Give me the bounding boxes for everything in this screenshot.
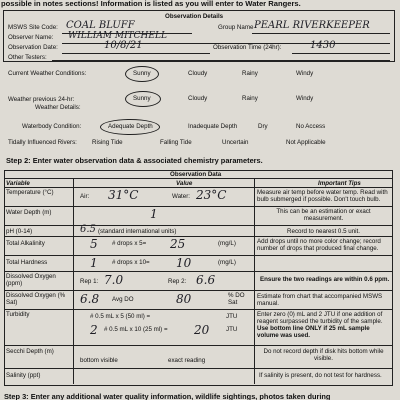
temperature-tip: Measure air temp before water temp. Read with bulb submerged if possible. Don't touch bulb. [257, 189, 388, 204]
header-tips: Important Tips [318, 180, 361, 187]
water-depth-tip: This can be an estimation or exact measurement. [276, 208, 371, 223]
water-depth-value[interactable]: 1 [150, 207, 158, 221]
alkalinity-multiplier: # drops x 5= [112, 240, 147, 247]
waterbody-option-adequate[interactable]: Adequate Depth [108, 123, 153, 130]
observation-time-value[interactable]: 1430 [310, 40, 336, 51]
do-rep1-label: Rep 1: [80, 278, 99, 285]
current-weather-option-cloudy[interactable]: Cloudy [188, 70, 208, 77]
do-sat-unit: % DO Sat [228, 292, 245, 307]
turbidity-line2-formula: # 0.5 mL x 10 (25 ml) = [104, 326, 168, 333]
turbidity-line1-unit: JTU [226, 313, 238, 320]
alkalinity-unit: (mg/L) [218, 240, 236, 247]
top-note: possible in notes sections! Information is listed as you will enter to Water Rangers. [1, 0, 301, 8]
table-title: Observation Data [170, 171, 222, 178]
alkalinity-label: Total Alkalinity [6, 240, 45, 247]
do-ppm-tip: Ensure the two readings are within 0.6 ppm. [260, 276, 390, 283]
hardness-unit: (mg/L) [218, 259, 236, 266]
header-variable: Variable [6, 180, 30, 187]
weather-details-label: Weather Details: [35, 104, 81, 111]
alkalinity-tip: Add drops until no more color change; record number of drops that produced final change. [257, 238, 381, 253]
group-name-value[interactable]: PEARL RIVERKEEPER [254, 20, 370, 31]
air-temp-value[interactable]: 31°C [108, 188, 139, 202]
turbidity-tip-b: Use bottom line ONLY if 25 mL sample volume was used. [257, 325, 370, 340]
do-sat-label: Dissolved Oxygen (% Sat) [6, 292, 66, 307]
turbidity-label: Turbidity [6, 311, 30, 318]
waterbody-option-inadequate[interactable]: Inadequate Depth [188, 123, 238, 130]
salinity-tip: If salinity is present, do not test for hardness. [259, 372, 382, 379]
tidal-option-uncertain[interactable]: Uncertain [222, 139, 249, 146]
observer-name-value[interactable]: WILLIAM MITCHELL [68, 31, 167, 41]
ph-value[interactable]: 6.5 [80, 224, 96, 235]
hardness-result[interactable]: 10 [176, 256, 192, 270]
temperature-label: Temperature (°C) [6, 189, 54, 196]
current-weather-option-rainy[interactable]: Rainy [242, 70, 258, 77]
observer-name-label: Observer Name: [8, 34, 54, 41]
prev-weather-option-sunny[interactable]: Sunny [133, 95, 151, 102]
observation-date-label: Observation Date: [8, 44, 58, 51]
turbidity-tip [257, 311, 390, 340]
secchi-exact-reading[interactable]: exact reading [168, 357, 206, 364]
current-weather-option-windy[interactable]: Windy [296, 70, 314, 77]
hardness-label: Total Hardness [6, 259, 48, 266]
do-rep2-value[interactable]: 6.6 [196, 273, 216, 287]
other-testers-label: Other Testers: [8, 54, 47, 61]
turbidity-line2-result[interactable]: 20 [194, 323, 210, 337]
current-weather-label: Current Weather Conditions: [8, 70, 87, 77]
waterbody-condition-label: Waterbody Condition: [22, 123, 82, 130]
step2-heading: Step 2: Enter water observation data & associated chemistry parameters. [6, 156, 263, 165]
turbidity-line1-formula: # 0.5 mL x 5 (50 ml) = [90, 313, 151, 320]
observation-date-value[interactable]: 10/8/21 [104, 40, 143, 51]
site-code-value[interactable]: COAL BLUFF [66, 20, 135, 31]
water-temp-value[interactable]: 23°C [196, 188, 227, 202]
step3-heading: Step 3: Enter any additional water quality information, wildlife sightings, photos taken during [4, 392, 331, 400]
ph-tip: Record to nearest 0.5 unit. [287, 228, 360, 235]
salinity-label: Salinity (ppt) [6, 372, 41, 379]
observation-details-heading: Observation Details [165, 13, 224, 20]
tidal-label: Tidally Influenced Rivers: [8, 139, 77, 146]
current-weather-option-sunny[interactable]: Sunny [133, 70, 151, 77]
tidal-option-rising[interactable]: Rising Tide [92, 139, 123, 146]
turbidity-tip-a: Enter zero (0) mL and 2 JTU if one addition of reagent surpassed the turbidity of the sample. [257, 311, 383, 326]
prev-weather-label: Weather previous 24-hr: [8, 96, 75, 103]
secchi-bottom-visible[interactable]: bottom visible [80, 357, 118, 364]
ph-label: pH (0-14) [6, 228, 33, 235]
turbidity-line2-unit: JTU [226, 326, 238, 333]
do-sat-value[interactable]: 80 [176, 292, 192, 306]
waterbody-option-no-access[interactable]: No Access [296, 123, 326, 130]
hardness-multiplier: # drops x 10= [112, 259, 150, 266]
hardness-drops[interactable]: 1 [90, 256, 98, 270]
do-rep1-value[interactable]: 7.0 [104, 273, 124, 287]
prev-weather-option-cloudy[interactable]: Cloudy [188, 95, 208, 102]
do-rep2-label: Rep 2: [168, 278, 187, 285]
prev-weather-option-rainy[interactable]: Rainy [242, 95, 258, 102]
do-avg-value[interactable]: 6.8 [80, 292, 100, 306]
site-code-label: MSWS Site Code: [8, 24, 58, 31]
waterbody-option-dry[interactable]: Dry [258, 123, 268, 130]
turbidity-line2-value[interactable]: 2 [90, 323, 98, 337]
header-value: Value [176, 180, 193, 187]
alkalinity-drops[interactable]: 5 [90, 237, 98, 251]
secchi-label: Secchi Depth (m) [6, 348, 54, 355]
air-label: Air: [80, 193, 90, 200]
secchi-tip: Do not record depth if disk hits bottom while visible. [263, 348, 384, 363]
do-avg-label: Avg DO [112, 296, 134, 303]
alkalinity-result[interactable]: 25 [170, 237, 186, 251]
group-name-label: Group Name [218, 24, 254, 31]
tidal-option-falling[interactable]: Falling Tide [160, 139, 192, 146]
water-label: Water: [172, 193, 190, 200]
tidal-option-not-applicable[interactable]: Not Applicable [286, 139, 326, 146]
do-ppm-label: Dissolved Oxygen (ppm) [6, 273, 56, 288]
observation-time-label: Observation Time (24hr): [213, 44, 282, 51]
water-depth-label: Water Depth (m) [6, 209, 52, 216]
prev-weather-option-windy[interactable]: Windy [296, 95, 314, 102]
do-sat-tip: Estimate from chart that accompanied MSWS manual. [257, 293, 383, 308]
ph-unit: (standard international units) [98, 228, 177, 235]
